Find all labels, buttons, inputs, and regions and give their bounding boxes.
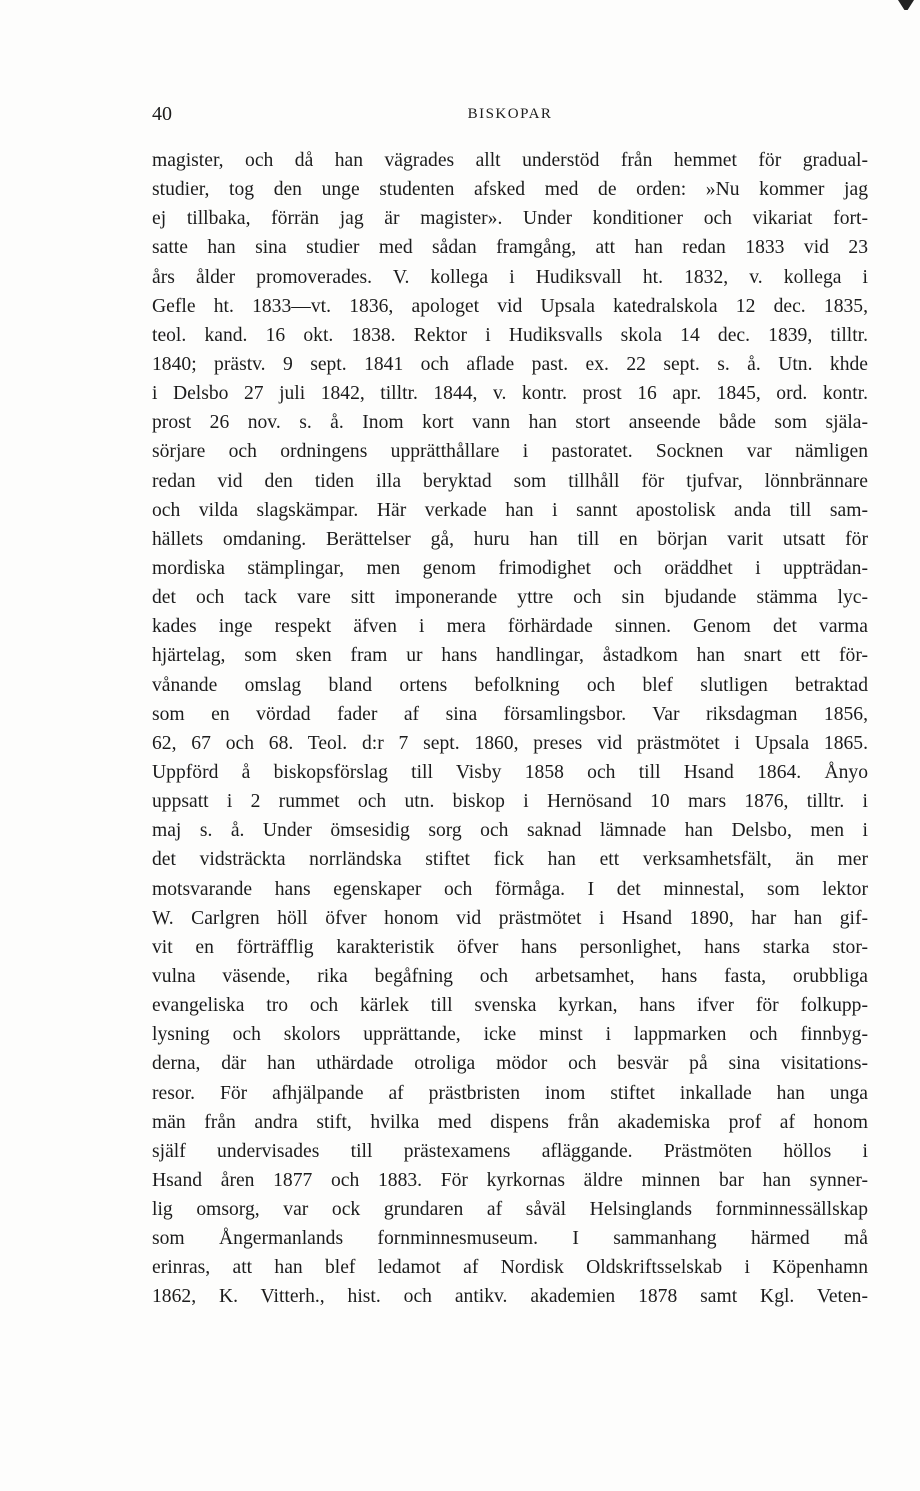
page-number: 40 [152,103,172,125]
text-line: redan vid den tiden illa beryktad som tillhåll för tjufvar, lönnbrännare [152,470,868,492]
running-title: BISKOPAR [467,106,553,122]
text-line: lysning och skolors upprättande, icke minst i lappmarken och finnbyg- [152,1024,868,1046]
text-line: derna, där han uthärdade otroliga mödor och besvär på sina visitations- [152,1053,868,1075]
body-text [152,146,868,1312]
text-line: män från andra stift, hvilka med dispens från akademiska prof af honom [152,1111,868,1133]
text-line: mordiska stämplingar, men genom frimodighet och oräddhet i uppträdan- [152,557,868,579]
text-line: 62, 67 och 68. Teol. d:r 7 sept. 1860, preses vid prästmötet i Upsala 1865. [152,732,868,754]
text-line: prost 26 nov. s. å. Inom kort vann han stort anseende både som själa- [152,412,868,434]
text-line: motsvarande hans egenskaper och förmåga. I det minnestal, som lektor [152,878,868,900]
text-line: kades inge respekt äfven i mera förhärdade sinnen. Genom det varma [152,616,868,638]
text-line: hjärtelag, som sken fram ur hans handlingar, åstadkom han snart ett för- [152,645,868,667]
text-line: studier, tog den unge studenten afsked med de orden: »Nu kommer jag [152,179,868,201]
text-line: själf undervisades till prästexamens afläggande. Prästmöten höllos i [152,1140,868,1162]
text-line: uppsatt i 2 rummet och utn. biskop i Hernösand 10 mars 1876, tilltr. i [152,791,868,813]
text-line: Gefle ht. 1833—vt. 1836, apologet vid Upsala katedralskola 12 dec. 1835, [152,295,868,317]
text-line: 1862, K. Vitterh., hist. och antikv. akademien 1878 samt Kgl. Veten- [152,1286,868,1308]
text-line: det vidsträckta norrländska stiftet fick han ett verksamhetsfält, än mer [152,849,868,871]
text-line: teol. kand. 16 okt. 1838. Rektor i Hudiksvalls skola 14 dec. 1839, tilltr. [152,324,868,346]
text-line: satte han sina studier med sådan framgång, att han redan 1833 vid 23 [152,237,868,259]
text-line: 1840; prästv. 9 sept. 1841 och aflade past. ex. 22 sept. s. å. Utn. khde [152,353,868,375]
corner-mark [898,0,914,10]
text-line: års ålder promoverades. V. kollega i Hudiksvall ht. 1832, v. kollega i [152,266,868,288]
text-line: i Delsbo 27 juli 1842, tilltr. 1844, v. kontr. prost 16 apr. 1845, ord. kontr. [152,383,868,405]
text-line: maj s. å. Under ömsesidig sorg och saknad lämnade han Delsbo, men i [152,820,868,842]
text-line: hällets omdaning. Berättelser gå, huru han till en början varit utsatt för [152,528,868,550]
text-line: Uppförd å biskopsförslag till Visby 1858 och till Hsand 1864. Ånyo [152,761,868,783]
text-line: resor. För afhjälpande af prästbristen inom stiftet inkallade han unga [152,1082,868,1104]
text-line: magister, och då han vägrades allt understöd från hemmet för gradual- [152,150,868,171]
text-line: sörjare och ordningens upprätthållare i pastoratet. Socknen var nämligen [152,441,868,463]
text-line: vånande omslag bland ortens befolkning och blef slutligen betraktad [152,674,868,696]
text-line: ej tillbaka, förrän jag är magister». Under konditioner och vikariat fort- [152,208,868,230]
text-line: vit en förträfflig karakteristik öfver hans personlighet, hans starka stor- [152,936,868,958]
text-line: W. Carlgren höll öfver honom vid prästmötet i Hsand 1890, har han gif- [152,907,868,929]
running-head [152,100,868,128]
text-line: som en vördad fader af sina församlingsbor. Var riksdagman 1856, [152,703,868,725]
text-line: som Ångermanlands fornminnesmuseum. I sammanhang härmed må [152,1228,868,1250]
text-line: det och tack vare sitt imponerande yttre och sin bjudande stämma lyc- [152,587,868,609]
text-line: evangeliska tro och kärlek till svenska kyrkan, hans ifver för folkupp- [152,995,868,1017]
text-line: lig omsorg, var ock grundaren af såväl Helsinglands fornminnessällskap [152,1199,868,1221]
text-line: vulna väsende, rika begåfning och arbetsamhet, hans fasta, orubbliga [152,965,868,987]
text-line: Hsand åren 1877 och 1883. För kyrkornas äldre minnen bar han synner- [152,1169,868,1191]
text-line: erinras, att han blef ledamot af Nordisk Oldskriftsselskab i Köpenhamn [152,1257,868,1279]
text-line: och vilda slagskämpar. Här verkade han i sannt apostolisk anda till sam- [152,499,868,521]
